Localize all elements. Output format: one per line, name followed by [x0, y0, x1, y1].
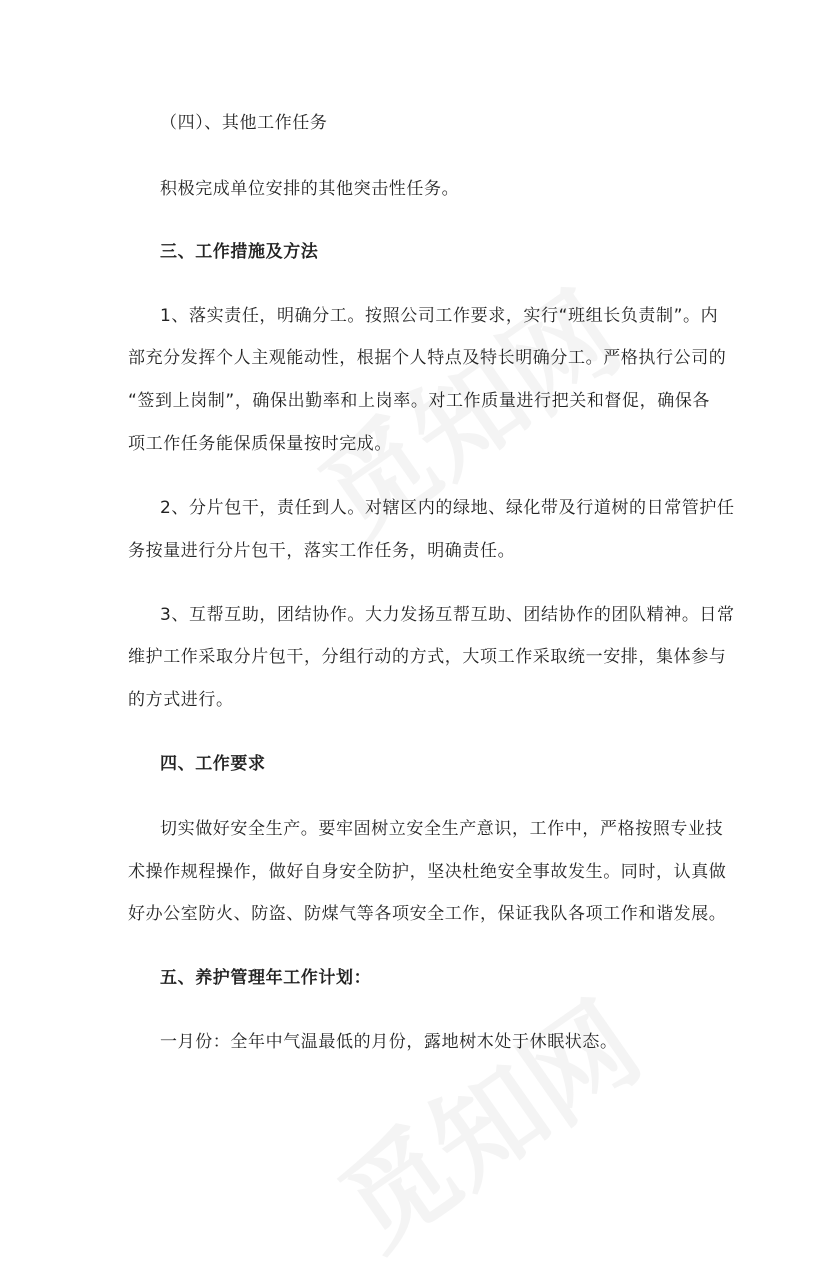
- paragraph-line: 好办公室防火、防盗、防煤气等各项安全工作，保证我队各项工作和谐发展。: [128, 904, 727, 924]
- paragraph-line: 一月份：全年中气温最低的月份，露地树木处于休眠状态。: [160, 1032, 618, 1052]
- subsection-title: （四）、其他工作任务: [160, 113, 328, 133]
- paragraph-line: 积极完成单位安排的其他突击性任务。: [160, 179, 460, 199]
- paragraph-line: 1、落实责任，明确分工。按照公司工作要求，实行“班组长负责制”。内: [160, 306, 719, 326]
- paragraph-line: 项工作任务能保质保量按时完成。: [128, 434, 392, 454]
- paragraph-line: 维护工作采取分片包干，分组行动的方式，大项工作采取统一安排，集体参与: [128, 647, 727, 667]
- paragraph-line: 3、互帮互助，团结协作。大力发扬互帮互助、团结协作的团队精神。日常: [160, 605, 735, 625]
- section-heading: 五、养护管理年工作计划：: [160, 968, 372, 988]
- paragraph-line: 2、分片包干，责任到人。对辖区内的绿地、绿化带及行道树的日常管护任: [160, 498, 735, 518]
- paragraph-line: 切实做好安全生产。要牢固树立安全生产意识，工作中，严格按照专业技: [160, 819, 724, 839]
- paragraph-line: 术操作规程操作，做好自身安全防护，坚决杜绝安全事故发生。同时，认真做: [128, 862, 727, 882]
- paragraph-line: “签到上岗制”，确保出勤率和上岗率。对工作质量进行把关和督促，确保各: [128, 391, 711, 411]
- watermark: [305, 960, 666, 1278]
- section-heading: 三、工作措施及方法: [160, 242, 319, 262]
- paragraph-line: 务按量进行分片包干，落实工作任务，明确责任。: [128, 541, 516, 561]
- section-heading: 四、工作要求: [160, 754, 266, 774]
- paragraph-line: 的方式进行。: [128, 690, 234, 710]
- paragraph-line: 部充分发挥个人主观能动性，根据个人特点及特长明确分工。严格执行公司的: [128, 348, 727, 368]
